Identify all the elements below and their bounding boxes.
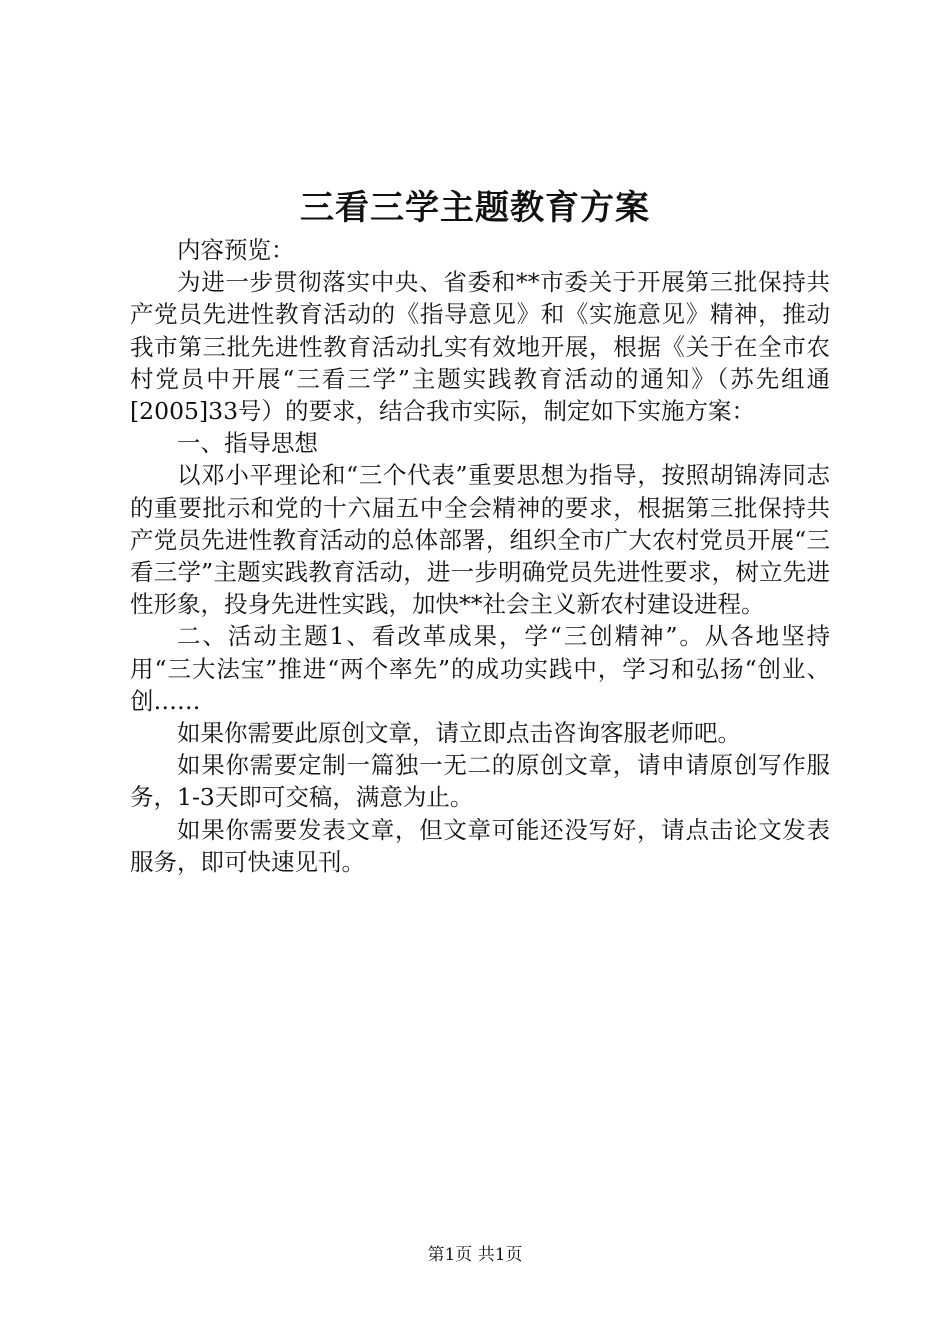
paragraph-activity-theme: 二、活动主题1、看改革成果，学“三创精神”。从各地坚持用“三大法宝”推进“两个率先”的成功实践中，学习和弘扬“创业、创…… bbox=[130, 622, 830, 715]
paragraph-intro: 为进一步贯彻落实中央、省委和**市委关于开展第三批保持共产党员先进性教育活动的《指导意见》和《实施意见》精神，推动我市第三批先进性教育活动扎实有效地开展，根据《关于在全市农村党员中开展“三看三学”主题实践教育活动的通知》（苏先组通[2005]33号）的要求，结合我市实际，制定如下实施方案： bbox=[130, 268, 830, 426]
paragraph-custom-writing[interactable]: 如果你需要定制一篇独一无二的原创文章，请申请原创写作服务，1-3天即可交稿，满意为止。 bbox=[130, 751, 830, 812]
document-body bbox=[130, 234, 830, 878]
section-heading-guiding-ideology: 一、指导思想 bbox=[177, 429, 318, 458]
document-title: 三看三学主题教育方案 bbox=[300, 188, 650, 228]
preview-label: 内容预览： bbox=[177, 236, 295, 264]
paragraph-guiding-ideology: 以邓小平理论和“三个代表”重要思想为指导，按照胡锦涛同志的重要批示和党的十六届五中全会精神的要求，根据第三批保持共产党员先进性教育活动的总体部署，组织全市广大农村党员开展“三看三学”主题实践教育活动，进一步明确党员先进性要求，树立先进性形象，投身先进性实践，加快**社会主义新农村建设进程。 bbox=[130, 461, 830, 619]
paragraph-publishing-service[interactable]: 如果你需要发表文章，但文章可能还没写好，请点击论文发表服务，即可快速见刊。 bbox=[130, 815, 830, 876]
paragraph-contact-service[interactable]: 如果你需要此原创文章，请立即点击咨询客服老师吧。 bbox=[177, 719, 741, 748]
page-footer: 第1页 共1页 bbox=[427, 1245, 523, 1265]
